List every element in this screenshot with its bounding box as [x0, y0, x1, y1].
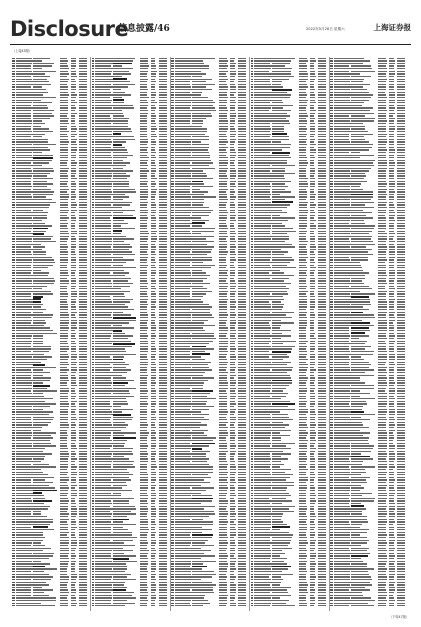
table-cell	[159, 605, 167, 606]
table-cell	[60, 605, 68, 606]
table-cell	[33, 605, 55, 606]
table-cell	[171, 605, 174, 606]
table-cell	[230, 605, 236, 606]
disclosure-table	[12, 57, 411, 611]
section-brand: Disclosure	[10, 17, 129, 41]
table-cell	[151, 605, 155, 606]
masthead-rule	[10, 44, 411, 45]
dateline: 2022年5月28日 星期六	[306, 27, 345, 31]
table-block	[92, 57, 169, 611]
table-block	[251, 57, 328, 611]
table-row	[92, 605, 169, 608]
table-cell	[16, 605, 33, 606]
table-cell	[219, 605, 226, 606]
table-cell	[140, 605, 147, 606]
table-cell	[238, 605, 246, 606]
table-cell	[79, 605, 87, 606]
table-cell	[192, 605, 202, 606]
newspaper-logo: 上海证券报	[373, 23, 411, 32]
table-cell	[71, 605, 76, 606]
table-row	[171, 605, 248, 608]
table-cell	[95, 605, 113, 606]
table-cell	[113, 605, 125, 606]
table-block	[12, 57, 89, 611]
table-row	[12, 605, 89, 608]
table-block	[171, 57, 248, 611]
section-title: 信息披露/46	[118, 24, 170, 34]
table-cell	[92, 605, 95, 606]
column-divider	[90, 57, 91, 611]
table-cell	[12, 605, 15, 606]
masthead	[10, 17, 411, 41]
column-divider	[170, 57, 171, 611]
table-cell	[175, 605, 191, 606]
continued-from-note: （上接45版）	[12, 49, 32, 53]
